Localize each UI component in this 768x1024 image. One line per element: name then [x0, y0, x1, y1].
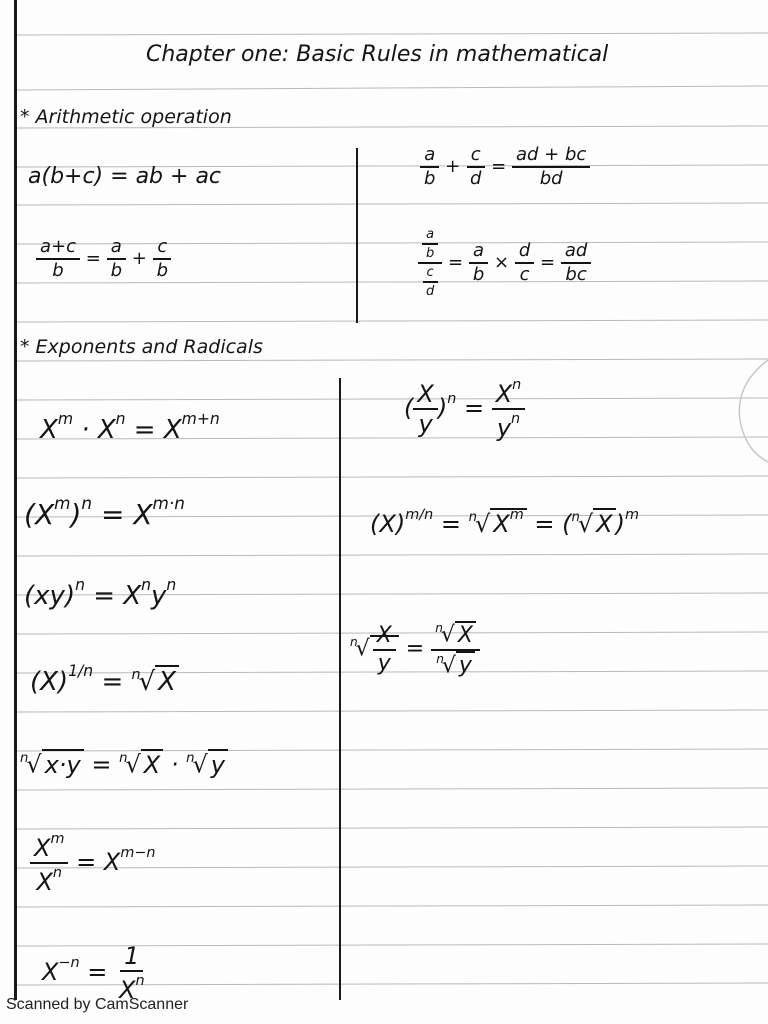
distributive-law	[28, 166, 221, 188]
fraction-xm-over-xn: $\frac{X^m}{X^n}$	[30, 832, 68, 894]
fraction-addition-rule	[420, 146, 590, 188]
scanner-watermark: Scanned by CamScanner	[6, 996, 189, 1013]
fraction-root-x-over-root-y: $\frac{^n√ X}{^n√ y}$	[431, 622, 480, 677]
product-rule: $X^m \cdot X^n = X^{m+n}$	[40, 410, 220, 446]
fraction-split-rule	[36, 238, 172, 280]
power-of-quotient-rule: ( $\frac{X}{y}$ )$^n$ = $\frac{X^n}{y^n}$	[404, 378, 525, 440]
fraction-x-over-y: $\frac{X}{y}$	[413, 382, 437, 436]
column-divider-arithmetic	[356, 148, 358, 323]
root-of-product-rule: $^n$√ x·y = $^n$√ X · $^n$√ y	[20, 752, 228, 777]
complex-fraction: $\frac{\frac{a}{b}}{\frac{c}{d}}$	[418, 228, 442, 298]
fraction-x-over-y: $\frac{X}{y}$	[373, 625, 396, 675]
equals-sign: =	[85, 248, 101, 269]
distributive-rhs: ab + ac	[135, 164, 222, 189]
fractional-exponent-rule: $(X)^{1/n} = ^n√$ X	[30, 664, 179, 695]
fraction-a-over-b: $\frac{a}{b}$	[107, 238, 126, 280]
page-title: Chapter one: Basic Rules in mathematical	[146, 42, 609, 67]
fraction-ad-over-bc: $\frac{ad}{bc}$	[561, 242, 591, 284]
fraction-c-over-b: $\frac{c}{b}$	[153, 238, 172, 280]
margin-line	[14, 0, 17, 1000]
section-heading-arithmetic: * Arithmetic operation	[20, 106, 232, 128]
fraction-a-over-b: $\frac{a}{b}$	[420, 146, 439, 188]
rational-exponent-rule: $(X)^{m/n} = ^n√$ $X^m = (^n√$ X )$^m$	[370, 507, 639, 538]
fraction-xn-over-yn: $\frac{X^n}{y^n}$	[492, 378, 526, 440]
fraction-a-over-b: $\frac{a}{b}$	[469, 242, 488, 284]
column-divider-exponents	[339, 378, 341, 1000]
negative-exponent-rule: $X^{-n}$ = $\frac{1}{X^n}$	[42, 944, 149, 1002]
equals-sign: =	[448, 252, 464, 273]
section-heading-exponents: * Exponents and Radicals	[20, 336, 263, 358]
plus-sign: +	[131, 248, 147, 269]
fraction-d-over-c: $\frac{d}{c}$	[515, 242, 534, 284]
equals-sign: =	[540, 252, 556, 273]
plus-sign: +	[445, 156, 461, 177]
fraction-one-over-xn: $\frac{1}{X^n}$	[119, 942, 145, 1004]
root-of-quotient-rule: $^n$√ $\frac{X}{y}$ = $\frac{^n√ X}{^n√ y}$	[350, 622, 480, 677]
fraction-ad-plus-bc-over-bd: $\frac{ad + bc}{bd}$	[512, 146, 590, 188]
fraction-c-over-d: $\frac{c}{d}$	[466, 146, 485, 188]
fraction-a-plus-c-over-b: $\frac{a+c}{b}$	[36, 238, 80, 280]
quotient-rule: $\frac{X^m}{X^n}$ = $X^{m-n}$	[30, 832, 156, 894]
distributive-lhs: a(b+c) =	[28, 164, 129, 189]
power-of-product-rule: $(xy)^n = X^ny^n$	[24, 576, 177, 612]
power-of-power-rule: $(X^m)^n = X^{m\cdot n}$	[24, 493, 185, 532]
times-sign: ×	[494, 252, 510, 273]
equals-sign: =	[491, 156, 507, 177]
fraction-division-rule	[418, 228, 591, 298]
